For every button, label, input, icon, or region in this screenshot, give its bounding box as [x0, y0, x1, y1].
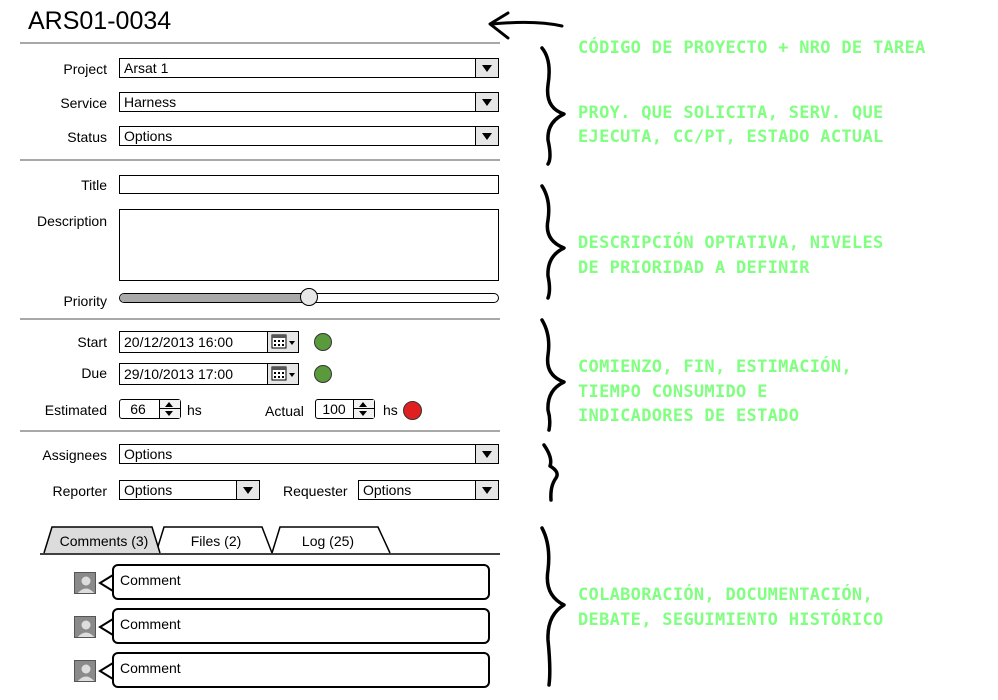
requester-label: Requester	[283, 483, 348, 499]
actual-value: 100	[322, 401, 346, 417]
stepper-arrows[interactable]	[159, 400, 180, 418]
chevron-down-icon[interactable]	[236, 481, 259, 499]
status-value: Options	[124, 128, 173, 144]
calendar-icon[interactable]	[267, 332, 298, 352]
divider	[20, 430, 500, 432]
title-input[interactable]	[119, 175, 499, 194]
reporter-value: Options	[124, 482, 173, 498]
title-label: Title	[81, 177, 107, 193]
project-select[interactable]	[119, 58, 499, 78]
description-label: Description	[36, 213, 107, 229]
annotation-note: INDICADORES DE ESTADO	[578, 406, 800, 426]
due-label: Due	[81, 365, 107, 381]
annotation-note: TIEMPO CONSUMIDO E	[578, 382, 768, 402]
due-date-input[interactable]	[119, 363, 299, 385]
annotation-note: COMIENZO, FIN, ESTIMACIÓN,	[578, 357, 852, 377]
annotation-note: COLABORACIÓN, DOCUMENTACIÓN,	[578, 585, 873, 605]
project-value: Arsat 1	[124, 60, 169, 76]
start-date-value: 20/12/2013 16:00	[124, 334, 233, 350]
start-label: Start	[77, 334, 107, 350]
divider	[20, 159, 500, 161]
estimated-stepper[interactable]	[119, 399, 181, 419]
comment-item[interactable]	[112, 608, 490, 644]
stepper-arrows[interactable]	[353, 400, 374, 418]
status-select[interactable]	[119, 126, 499, 146]
user-avatar-icon	[74, 572, 96, 594]
assignees-label: Assignees	[42, 447, 107, 463]
tab-comments[interactable]: Comments (3)	[59, 533, 149, 549]
divider	[20, 318, 500, 320]
annotation-note: PROY. QUE SOLICITA, SERV. QUE	[578, 103, 884, 123]
annotation-note: DESCRIPCIÓN OPTATIVA, NIVELES	[578, 233, 884, 253]
annotation-note: DEBATE, SEGUIMIENTO HISTÓRICO	[578, 610, 884, 630]
comment-text: Comment	[120, 572, 181, 588]
start-date-input[interactable]	[119, 331, 299, 353]
chevron-down-icon[interactable]	[475, 127, 498, 145]
service-value: Harness	[124, 94, 177, 110]
project-label: Project	[63, 61, 107, 77]
start-status-indicator	[314, 333, 332, 351]
priority-slider-fill	[120, 294, 310, 302]
assignees-select[interactable]	[119, 444, 499, 464]
requester-value: Options	[363, 482, 412, 498]
chevron-down-icon[interactable]	[475, 445, 498, 463]
actual-unit: hs	[383, 402, 398, 418]
chevron-down-icon[interactable]	[475, 59, 498, 77]
chevron-down-icon[interactable]	[475, 481, 498, 499]
user-avatar-icon	[74, 660, 96, 682]
calendar-icon[interactable]	[267, 364, 298, 384]
reporter-select[interactable]	[119, 480, 260, 500]
tab-log[interactable]: Log (25)	[301, 533, 355, 549]
task-code-title: ARS01-0034	[28, 7, 172, 35]
status-label: Status	[67, 129, 107, 145]
priority-slider-handle[interactable]	[300, 288, 318, 306]
tab-files[interactable]: Files (2)	[190, 533, 242, 549]
annotation-braces	[528, 40, 578, 692]
comment-item[interactable]	[112, 652, 490, 688]
actual-status-indicator	[403, 401, 422, 420]
actual-stepper[interactable]	[315, 399, 375, 419]
reporter-label: Reporter	[52, 483, 107, 499]
requester-select[interactable]	[358, 480, 499, 500]
estimated-label: Estimated	[44, 402, 107, 418]
due-date-value: 29/10/2013 17:00	[124, 366, 233, 382]
annotation-note: DE PRIORIDAD A DEFINIR	[578, 258, 810, 278]
service-select[interactable]	[119, 92, 499, 112]
comment-text: Comment	[120, 616, 181, 632]
annotation-note: EJECUTA, CC/PT, ESTADO ACTUAL	[578, 127, 884, 147]
due-status-indicator	[314, 365, 332, 383]
chevron-down-icon[interactable]	[475, 93, 498, 111]
priority-label: Priority	[63, 293, 107, 309]
divider	[20, 42, 500, 44]
comment-text: Comment	[120, 660, 181, 676]
service-label: Service	[60, 95, 107, 111]
annotation-note: CÓDIGO DE PROYECTO + NRO DE TAREA	[578, 38, 926, 58]
estimated-unit: hs	[187, 402, 202, 418]
assignees-value: Options	[124, 446, 173, 462]
estimated-value: 66	[130, 401, 146, 417]
user-avatar-icon	[74, 616, 96, 638]
comment-item[interactable]	[112, 564, 490, 600]
description-textarea[interactable]	[119, 209, 499, 281]
actual-label: Actual	[265, 403, 304, 419]
